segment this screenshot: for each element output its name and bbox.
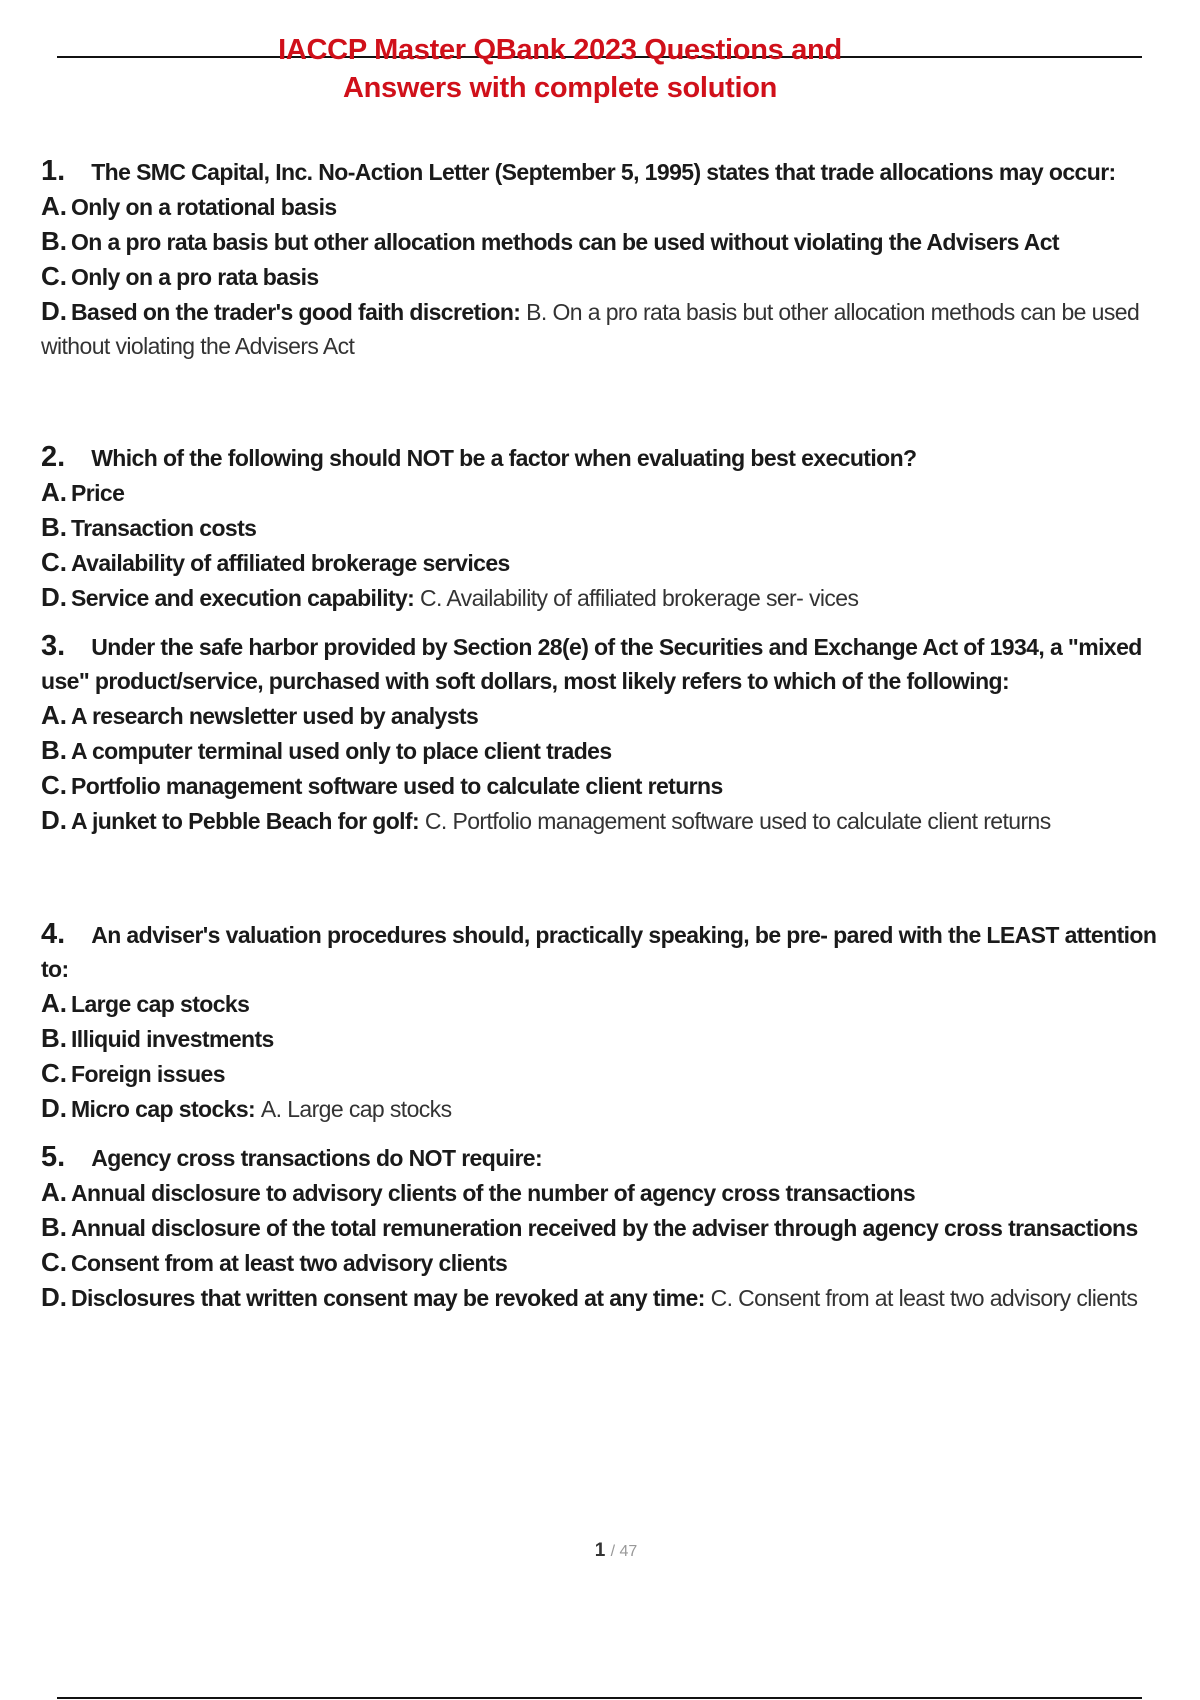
answer-option <box>41 294 1181 363</box>
option-letter: B. <box>41 1023 67 1053</box>
question-block <box>41 440 1181 615</box>
option-letter: D. <box>41 582 67 612</box>
answer-option <box>41 1280 1181 1315</box>
question-stem <box>41 440 1181 475</box>
option-letter: A. <box>41 700 67 730</box>
option-text: A computer terminal used only to place client trades <box>71 738 612 764</box>
answer-option <box>41 224 1181 259</box>
option-text: Foreign issues <box>71 1061 225 1087</box>
option-letter: D. <box>41 1282 67 1312</box>
current-page: 1 <box>594 1540 606 1561</box>
answer-option <box>41 733 1181 768</box>
question-number: 1. <box>41 155 66 187</box>
question-number: 2. <box>41 441 66 473</box>
option-text: Illiquid investments <box>71 1026 274 1052</box>
option-text: On a pro rata basis but other allocation methods can be used without violating the Advisers Act <box>71 229 1059 255</box>
option-text: Service and execution capability: <box>71 585 415 611</box>
answer-option <box>41 698 1181 733</box>
question-block <box>41 629 1181 838</box>
answer-option <box>41 259 1181 294</box>
answer-option <box>41 1056 1181 1091</box>
option-text: Annual disclosure to advisory clients of the number of agency cross transactions <box>71 1180 916 1206</box>
correct-answer: C. Portfolio management software used to calculate client returns <box>424 808 1051 834</box>
answer-option <box>41 1091 1181 1126</box>
option-text: Micro cap stocks: <box>71 1096 256 1122</box>
option-letter: B. <box>41 1212 67 1242</box>
correct-answer: C. Availability of affiliated brokerage ser- vices <box>420 585 859 611</box>
question-block <box>41 1140 1181 1315</box>
option-letter: D. <box>41 296 67 326</box>
option-letter: A. <box>41 477 67 507</box>
answer-option <box>41 510 1181 545</box>
question-text: An adviser's valuation procedures should, practically speaking, be pre- pared with the LEAST attention to: <box>41 922 1157 982</box>
question-stem <box>41 154 1181 189</box>
question-block <box>41 154 1181 363</box>
answer-option <box>41 475 1181 510</box>
document-title-line2: Answers with complete solution <box>342 72 778 104</box>
answer-option <box>41 1021 1181 1056</box>
question-text: Agency cross transactions do NOT require: <box>91 1145 543 1171</box>
answer-option <box>41 1245 1181 1280</box>
question-text: Which of the following should NOT be a factor when evaluating best execution? <box>91 445 917 471</box>
correct-answer: A. Large cap stocks <box>260 1096 452 1122</box>
correct-answer: B. On a pro rata basis but other allocation methods can be used without violating the Advisers Act <box>41 299 1140 359</box>
document-title-line1: IACCP Master QBank 2023 Questions and <box>278 34 842 66</box>
answer-option <box>41 1210 1181 1245</box>
option-letter: B. <box>41 512 67 542</box>
question-stem <box>41 1140 1181 1175</box>
correct-answer: C. Consent from at least two advisory clients <box>710 1285 1138 1311</box>
option-letter: C. <box>41 1247 67 1277</box>
option-text: Disclosures that written consent may be revoked at any time: <box>71 1285 705 1311</box>
option-text: A research newsletter used by analysts <box>71 703 479 729</box>
option-letter: C. <box>41 1058 67 1088</box>
question-text: Under the safe harbor provided by Section 28(e) of the Securities and Exchange Act of 1934, a "mixed use" product/service, purchased with soft dollars, most likely refers to which of the following: <box>41 634 1142 694</box>
answer-option <box>41 545 1181 580</box>
option-text: Availability of affiliated brokerage services <box>71 550 510 576</box>
question-number: 5. <box>41 1141 66 1173</box>
option-letter: B. <box>41 735 67 765</box>
option-text: Only on a pro rata basis <box>71 264 319 290</box>
answer-option <box>41 986 1181 1021</box>
answer-option <box>41 580 1181 615</box>
option-text: Based on the trader's good faith discretion: <box>71 299 521 325</box>
option-text: Portfolio management software used to calculate client returns <box>71 773 723 799</box>
answer-option <box>41 768 1181 803</box>
option-letter: D. <box>41 805 67 835</box>
option-letter: A. <box>41 988 67 1018</box>
question-text: The SMC Capital, Inc. No-Action Letter (September 5, 1995) states that trade allocations may occur: <box>91 159 1116 185</box>
answer-option <box>41 189 1181 224</box>
option-text: Transaction costs <box>71 515 257 541</box>
question-block <box>41 917 1181 1126</box>
option-text: Annual disclosure of the total remuneration received by the adviser through agency cross transactions <box>71 1215 1138 1241</box>
question-stem <box>41 917 1181 986</box>
question-number: 4. <box>41 918 66 950</box>
answer-option <box>41 803 1181 838</box>
page-indicator <box>0 1540 1200 1562</box>
option-text: Only on a rotational basis <box>71 194 337 220</box>
option-text: Large cap stocks <box>71 991 250 1017</box>
option-letter: D. <box>41 1093 67 1123</box>
question-number: 3. <box>41 630 66 662</box>
question-stem <box>41 629 1181 698</box>
option-text: A junket to Pebble Beach for golf: <box>71 808 420 834</box>
total-pages: / 47 <box>610 1543 638 1560</box>
option-letter: C. <box>41 770 67 800</box>
option-letter: A. <box>41 1177 67 1207</box>
option-letter: C. <box>41 547 67 577</box>
answer-option <box>41 1175 1181 1210</box>
footer-rule <box>57 1697 1142 1699</box>
option-letter: B. <box>41 226 67 256</box>
option-text: Consent from at least two advisory clients <box>71 1250 508 1276</box>
option-letter: C. <box>41 261 67 291</box>
option-letter: A. <box>41 191 67 221</box>
option-text: Price <box>71 480 125 506</box>
